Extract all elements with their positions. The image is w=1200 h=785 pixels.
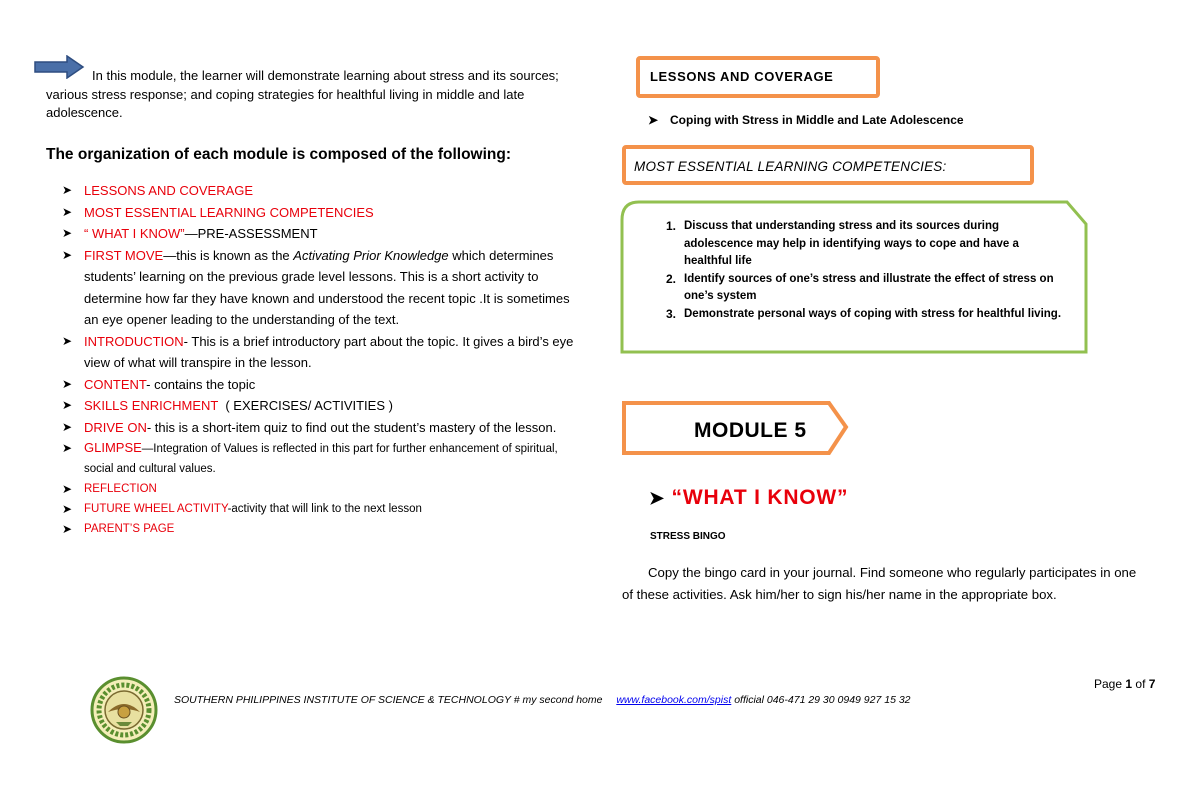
what-i-know-heading bbox=[649, 486, 848, 510]
competency-number: 3. bbox=[666, 306, 677, 321]
what-i-know-title: “WHAT I KNOW” bbox=[671, 486, 849, 509]
item-label: GLIMPSE bbox=[84, 440, 142, 455]
list-item bbox=[62, 223, 582, 245]
competencies-list bbox=[654, 218, 1064, 323]
organization-heading: The organization of each module is composed of the following: bbox=[46, 146, 512, 163]
module-title: MODULE 5 bbox=[694, 419, 807, 442]
page-word: Page bbox=[1094, 677, 1123, 691]
arrowhead-bullet-icon: ➤ bbox=[62, 333, 73, 348]
stress-bingo-title: STRESS BINGO bbox=[650, 531, 726, 542]
list-item bbox=[62, 331, 582, 374]
organization-list bbox=[62, 180, 582, 539]
item-label: DRIVE ON bbox=[84, 419, 147, 435]
school-seal-logo bbox=[90, 676, 158, 744]
competency-item bbox=[654, 271, 1064, 306]
list-item bbox=[62, 245, 582, 331]
page-current: 1 bbox=[1125, 677, 1133, 691]
item-text: - this is a short-item quiz to find out the student’s mastery of the lesson. bbox=[146, 419, 557, 435]
arrowhead-bullet-icon: ➤ bbox=[62, 502, 73, 516]
list-item bbox=[62, 417, 582, 439]
item-text: ( EXERCISES/ ACTIVITIES ) bbox=[218, 398, 393, 413]
item-text: —PRE-ASSESSMENT bbox=[184, 226, 318, 241]
page-total: 7 bbox=[1148, 677, 1156, 691]
competencies-title: MOST ESSENTIAL LEARNING COMPETENCIES: bbox=[634, 159, 947, 174]
arrowhead-bullet-icon: ➤ bbox=[62, 247, 73, 262]
arrowhead-bullet-icon: ➤ bbox=[62, 522, 73, 536]
arrowhead-bullet-icon: ➤ bbox=[62, 376, 73, 391]
item-label: MOST ESSENTIAL LEARNING COMPETENCIES bbox=[84, 204, 374, 220]
list-item bbox=[62, 374, 582, 396]
item-text: —Integration of Values is reflected in this part for further enhancement of spiritual, social and cultural values. bbox=[84, 443, 558, 475]
competency-text: Demonstrate personal ways of coping with stress for healthful living. bbox=[684, 307, 1062, 320]
item-label: FIRST MOVE bbox=[84, 247, 164, 263]
arrowhead-bullet-icon: ➤ bbox=[62, 419, 73, 434]
arrowhead-bullet-icon: ➤ bbox=[648, 113, 659, 127]
arrowhead-bullet-icon: ➤ bbox=[62, 482, 73, 496]
item-label: SKILLS ENRICHMENT bbox=[84, 398, 219, 413]
facebook-link[interactable]: www.facebook.com/spist bbox=[616, 694, 732, 706]
item-label: LESSONS AND COVERAGE bbox=[84, 183, 254, 198]
lessons-coverage-box bbox=[636, 56, 880, 98]
item-label: REFLECTION bbox=[84, 483, 157, 495]
lessons-item-text: Coping with Stress in Middle and Late Adolescence bbox=[670, 113, 964, 127]
item-label: INTRODUCTION bbox=[84, 333, 184, 349]
list-item bbox=[62, 519, 582, 539]
competency-text: Identify sources of one’s stress and illustrate the effect of stress on one’s system bbox=[684, 272, 1054, 302]
item-text: -activity that will link to the next lesson bbox=[227, 503, 422, 515]
item-label: CONTENT bbox=[84, 376, 147, 392]
arrowhead-bullet-icon: ➤ bbox=[62, 204, 73, 219]
competency-number: 1. bbox=[666, 219, 677, 233]
list-item bbox=[62, 499, 582, 519]
competency-item bbox=[654, 306, 1064, 324]
arrowhead-bullet-icon: ➤ bbox=[649, 488, 665, 508]
item-text: —this is known as the bbox=[163, 247, 294, 263]
list-item bbox=[62, 180, 582, 202]
arrowhead-bullet-icon: ➤ bbox=[62, 226, 73, 240]
competencies-title-box bbox=[622, 145, 1034, 185]
item-label: PARENT’S PAGE bbox=[84, 523, 175, 535]
of-word: of bbox=[1135, 677, 1146, 691]
item-text: - contains the topic bbox=[146, 376, 256, 392]
item-emphasis: Activating Prior Knowledge bbox=[293, 247, 449, 263]
item-text: - This is a brief introductory part about the topic. It gives a bird’s eye view of what will transpire in the lesson. bbox=[84, 333, 574, 370]
footer-institute: SOUTHERN PHILIPPINES INSTITUTE OF SCIENCE & TECHNOLOGY # my second home bbox=[174, 694, 603, 706]
arrowhead-bullet-icon: ➤ bbox=[62, 398, 73, 412]
competency-text: Discuss that understanding stress and its sources during adolescence may help in identifying ways to cope and have a healthful life bbox=[684, 220, 1019, 267]
lessons-item bbox=[648, 113, 964, 127]
competency-item bbox=[654, 218, 1064, 271]
list-item bbox=[62, 438, 582, 479]
item-label: FUTURE WHEEL ACTIVITY bbox=[84, 503, 228, 515]
arrowhead-bullet-icon: ➤ bbox=[62, 183, 73, 197]
list-item bbox=[62, 479, 582, 499]
competency-number: 2. bbox=[666, 271, 677, 286]
footer-line bbox=[174, 694, 911, 706]
footer-official: official 046-471 29 30 0949 927 15 32 bbox=[734, 694, 911, 706]
page-number bbox=[1094, 677, 1155, 691]
bingo-instructions: Copy the bingo card in your journal. Find someone who regularly participates in one of these activities. Ask him/her to sign his/her name in the appropriate box. bbox=[622, 565, 1137, 602]
arrowhead-bullet-icon: ➤ bbox=[62, 441, 73, 455]
item-text: which determines students’ learning on the previous grade level lessons. This is a short activity to determine how far they have known and understood the recent topic .It is sometimes an eye opener leading to the understanding of the text. bbox=[84, 247, 570, 327]
item-label: “ WHAT I KNOW” bbox=[84, 226, 185, 241]
list-item bbox=[62, 202, 582, 224]
intro-paragraph: In this module, the learner will demonstrate learning about stress and its sources; various stress response; and coping strategies for healthful living in middle and late adolescence. bbox=[46, 68, 559, 120]
lessons-coverage-title: LESSONS AND COVERAGE bbox=[650, 69, 834, 84]
list-item bbox=[62, 395, 582, 417]
